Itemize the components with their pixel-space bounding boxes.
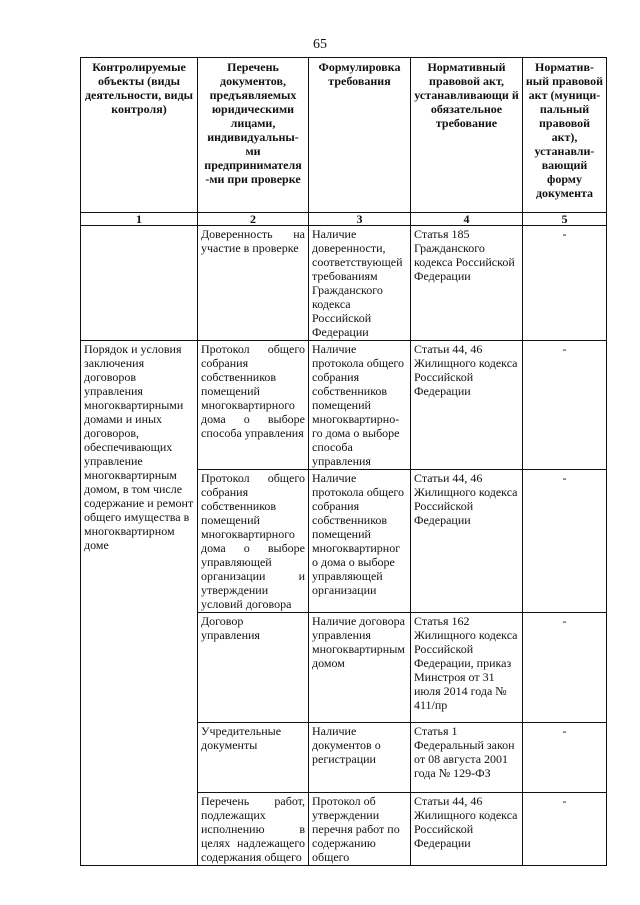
cell-form-act: - <box>523 793 607 866</box>
table-row <box>81 341 607 470</box>
cell-legal-act: Статьи 44, 46 Жилищного кодекса Российской Федерации <box>411 470 523 613</box>
cell-legal-act: Статья 185 Гражданского кодекса Российской Федерации <box>411 226 523 341</box>
cell-document: Протокол общего собрания собственников помещений многоквартирного дома о выборе управляющей организации и утверждении условий договора <box>198 470 309 613</box>
header-objects: Контролируемые объекты (виды деятельности, виды контроля) <box>81 58 198 213</box>
cell-form-act: - <box>523 226 607 341</box>
cell-document: Доверенность на участие в проверке <box>198 226 309 341</box>
column-number: 1 <box>81 213 198 226</box>
cell-form-act: - <box>523 470 607 613</box>
header-requirement: Формулировка требования <box>309 58 411 213</box>
cell-legal-act: Статьи 44, 46 Жилищного кодекса Российской Федерации <box>411 341 523 470</box>
cell-legal-act: Статьи 44, 46 Жилищного кодекса Российской Федерации <box>411 793 523 866</box>
cell-requirement: Протокол об утверждении перечня работ по содержанию общего <box>309 793 411 866</box>
cell-form-act: - <box>523 613 607 723</box>
table-row <box>81 226 607 341</box>
header-documents: Перечень документов, предъявляемых юридическими лицами, индивидуальны-ми предпринимателя -ми при проверке <box>198 58 309 213</box>
cell-document: Протокол общего собрания собственников помещений многоквартирного дома о выборе способа управления <box>198 341 309 470</box>
column-number: 4 <box>411 213 523 226</box>
cell-object <box>81 226 198 341</box>
header-form-act: Норматив-ный правовой акт (муници-пальный правовой акт), устанавли-вающий форму документа <box>523 58 607 213</box>
column-number: 2 <box>198 213 309 226</box>
cell-requirement: Наличие доверенности, соответствующей требованиям Гражданского кодекса Российской Федерации <box>309 226 411 341</box>
cell-requirement: Наличие договора управления многоквартирным домом <box>309 613 411 723</box>
cell-document: Учредительные документы <box>198 723 309 793</box>
cell-requirement: Наличие протокола общего собрания собственников помещений многоквартирног о дома о выборе управляющей организации <box>309 470 411 613</box>
column-number: 5 <box>523 213 607 226</box>
header-legal-act: Нормативный правовой акт, устанавливающи й обязательное требование <box>411 58 523 213</box>
cell-legal-act: Статья 1 Федеральный закон от 08 августа 2001 года № 129-ФЗ <box>411 723 523 793</box>
header-row <box>81 58 607 213</box>
cell-document: Перечень работ, подлежащих исполнению в целях надлежащего содержания общего <box>198 793 309 866</box>
cell-form-act: - <box>523 341 607 470</box>
column-number: 3 <box>309 213 411 226</box>
column-number-row <box>81 213 607 226</box>
cell-requirement: Наличие протокола общего собрания собственников помещений многоквартирно-го дома о выборе способа управления <box>309 341 411 470</box>
page-number: 65 <box>313 37 327 52</box>
cell-legal-act: Статья 162 Жилищного кодекса Российской Федерации, приказ Минстроя от 31 июля 2014 года № 411/пр <box>411 613 523 723</box>
cell-form-act: - <box>523 723 607 793</box>
requirements-table <box>80 57 607 866</box>
cell-requirement: Наличие документов о регистрации <box>309 723 411 793</box>
cell-object-group: Порядок и условия заключения договоров управления многоквартирными домами и иных договоров, обеспечивающих управление многоквартирным домом, в том числе содержание и ремонт общего имущества в многоквартирном доме <box>81 341 198 866</box>
cell-document: Договор управления <box>198 613 309 723</box>
